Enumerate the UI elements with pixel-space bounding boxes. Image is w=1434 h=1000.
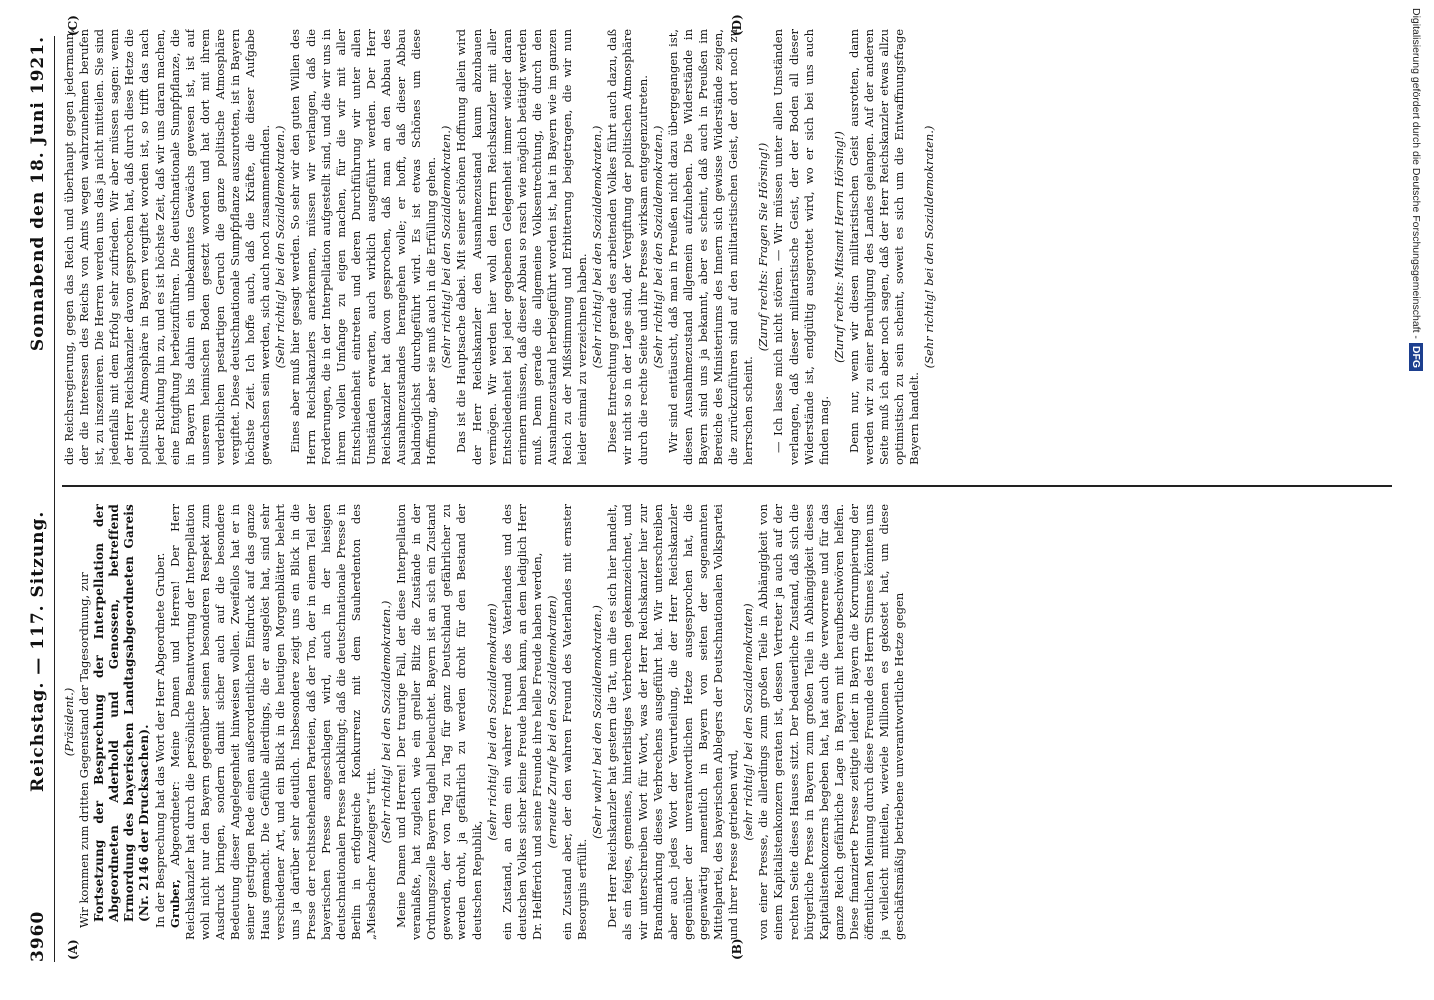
- session-title: Reichstag. — 117. Sitzung.: [28, 510, 48, 792]
- page-header: [28, 36, 55, 962]
- column-divider: [62, 486, 1392, 488]
- text-paragraph: Das ist die Hauptsache dabei. Mit seiner schönen Hoffnung allein wird der Herr Reichskanzler den Ausnahmezustand kaum abzubauen vermögen. Wir werden hier wohl den Herrn Reichskanzler mit aller Entschiedenheit bei jeder gegebenen Gelegenheit immer wieder daran erinnern müssen, daß dieser Abbau so rasch wie möglich betätigt werden muß. Denn gerade die allgemeine Volksentrechtung, die durch den Ausnahmezustand herbeigeführt worden ist, hat in Bayern wie im ganzen Reich zu der Mißstimmung und Erbitterung beigetragen, die wir nun leider einmal zu verzeichnen haben.: [454, 29, 590, 465]
- stage-direction: [439, 29, 454, 465]
- stage-direction: [756, 29, 771, 465]
- dfg-logo: DFG: [1409, 343, 1423, 371]
- margin-marker-a: (A): [66, 939, 80, 960]
- stage-direction-text: (Sehr richtig! bei den Sozialdemokraten.): [590, 125, 605, 369]
- stage-direction-text: (Sehr richtig! bei den Sozialdemokraten.): [439, 125, 454, 369]
- text-paragraph: Meine Damen und Herren! Der traurige Fall, der diese Interpellation veranlaßte, hat zugleich wie ein greller Blitz die Zustände in der Ordnungszelle Bayern taghell beleuchtet. Bayern ist an sich ein Zustand geworden, der von Tag zu Tag für ganz Deutschland gefährlicher zu werden droht, ja gefährlich zu werden droht für den Bestand der deutschen Republik,: [394, 504, 484, 940]
- speech-text: Meine Damen und Herren! Der Herr Reichskanzler hat durch die persönliche Beantwortung der Interpellation wohl nicht nur den Bayern gegenüber seinen besonderen Respekt zum Ausdruck bringen, sondern damit sicher auch auf die besondere Bedeutung dieser Angelegenheit hinweisen wollen. Zweifellos hat er in seiner gestrigen Rede einen außerordentlichen Eindruck auf das ganze Haus gemacht. Die Gefühle allerdings, die er ausgelöst hat, sind sehr verschiedener Art, und ein Blick in die heutigen Morgenblätter belehrt uns ja darüber sehr deutlich. Insbesondere zeigt uns ein Blick in die Presse der rechtsstehenden Parteien, daß der Ton, der in einem Teil der bayerischen Presse angeschlagen wird, auch in der hiesigen deutschnationalen Presse nachklingt; daß die deutschnationale Presse in Berlin in erfolgreiche Konkurrenz mit dem Sauherdenton des „Miesbacher Anzeigers“ tritt.: [167, 504, 378, 940]
- text-paragraph: ein Zustand aber, der den wahren Freund des Vaterlandes mit ernster Besorgnis erfüllt.: [560, 504, 590, 940]
- stage-direction-text: (Sehr wahr! bei den Sozialdemokraten.): [590, 605, 605, 839]
- stage-direction: [273, 29, 288, 465]
- stage-direction: [62, 504, 77, 940]
- stage-direction: [922, 29, 937, 465]
- margin-marker-d: (D): [730, 14, 744, 36]
- text-paragraph: ein Zustand, an dem ein wahrer Freund des Vaterlandes und des deutschen Volkes sicher keine Freude haben kann, an dem lediglich Herr Dr. Helfferich und seine Freunde ihre helle Freude haben werden,: [499, 504, 544, 940]
- digitization-text: Digitalisierung gefördert durch die Deutsche Forschungsgemeinschaft -: [1410, 8, 1422, 339]
- stage-direction: [651, 29, 666, 465]
- stage-direction-text: (Zuruf rechts: Fragen Sie Hörsing!): [756, 142, 771, 352]
- stage-direction-text: (Präsident.): [62, 687, 76, 757]
- stage-direction-text: (erneute Zurufe bei den Sozialdemokraten): [545, 595, 559, 849]
- stage-direction-text: (Sehr richtig! bei den Sozialdemokraten.): [922, 125, 937, 369]
- agenda-item-title: Fortsetzung der Besprechung der Interpellation der Abgeordneten Aderhold und Genossen, betreffend Ermordung des bayerischen Landtagsabgeordneten Gareis (Nr. 2146 der Drucksachen).: [92, 504, 152, 922]
- stage-direction: [590, 29, 605, 465]
- stage-direction-text: (sehr richtig! bei den Sozialdemokraten): [741, 603, 756, 841]
- stage-direction: [832, 29, 847, 465]
- speech-paragraph: [168, 504, 379, 940]
- stage-direction-text: (Sehr richtig! bei den Sozialdemokraten.): [650, 125, 665, 369]
- stage-direction: [379, 504, 394, 940]
- text-paragraph: von einer Presse, die allerdings zum großen Teile in Abhängigkeit von einem Kapitalistenkonzern geraten ist, dessen Vertreter ja auch auf der rechten Seite dieses Hauses sitzt. Der bedauerliche Zustand, daß sich die bürgerliche Presse in Bayern zum großen Teile in Abhängigkeit dieses Kapitalistenkonzerns begeben hat, hat auch die verworrene und für das ganze Reich gefährliche Lage in Bayern mit heraufbeschwören helfen. Diese finanzierte Presse zeitigte leider in Bayern die Korrumpierung der öffentlichen Meinung durch diese Freunde des Herrn Stinnes könnten uns ja vielleicht mitteilen, wieviele Millionen es gekostet hat, um diese geschäftsmäßig betriebene unverantwortliche Hetze gegen: [756, 504, 907, 940]
- text-paragraph: — Ich lasse mich nicht stören. — Wir müssen unter allen Umständen verlangen, daß dieser militaristische Geist, der der Boden all dieser Widerstände ist, endgültig ausgerottet wird, wo er sich bei uns auch finden mag.: [771, 29, 831, 465]
- stage-direction-text: (Zuruf rechts: Mitsamt Herrn Hörsing!): [831, 131, 846, 363]
- speaker-name: Gruber,: [167, 879, 182, 928]
- stage-direction-text: (Sehr richtig! bei den Sozialdemokraten.): [273, 125, 288, 369]
- stage-direction: [485, 504, 500, 940]
- right-column: [62, 29, 1422, 465]
- text-paragraph: Denn nur, wenn wir diesen militaristischen Geist ausrotten, dann werden wir zu einer Beruhigung des Landes gelangen. Auf der anderen Seite muß ich aber noch sagen, daß der Herr Reichskanzler etwas allzu optimistisch zu sein scheint, soweit es sich um die Entwaffnungsfrage Bayern handelt.: [846, 29, 922, 465]
- text-paragraph: die Reichsregierung, gegen das Reich und überhaupt gegen jedermann, der die Interessen des Reichs von Amts wegen wahrzunehmen berufen ist, zu inszenieren. Die Herren werden uns das ja nicht mitteilen. Sie sind jedenfalls mit dem Erfolg sehr zufrieden. Wir aber müssen sagen: wenn der Herr Reichskanzler davon gesprochen hat, daß durch diese Hetze die politische Atmosphäre in Bayern vergiftet worden ist, so trifft das nach jeder Richtung hin zu, und es ist höchste Zeit, daß wir uns daran machen, eine Entgiftung herbeizuführen. Die deutschnationale Sumpfpflanze, die in Bayern bis dahin ein unbekanntes Gewächs gewesen ist, ist auf unserem heimischen Boden gesetzt worden und hat dort mit ihrem verderblichen pestartigen Geruch die ganze politische Atmosphäre vergiftet. Diese deutschnationale Sumpfpflanze auszurotten, ist in Bayern höchste Zeit. Ich hoffe auch, daß die Kräfte, die dieser Aufgabe gewachsen sein werden, sich auch noch zusammenfinden.: [62, 29, 273, 465]
- session-date: Sonnabend den 18. Juni 1921.: [28, 36, 48, 352]
- text-paragraph: Eines aber muß hier gesagt werden. So sehr wir den guten Willen des Herrn Reichskanzlers anerkennen, müssen wir verlangen, daß die Forderungen, die in der Interpellation aufgestellt sind, und die wir uns in ihrem vollen Umfange zu eigen machen, für die wir mit aller Entschiedenheit eintreten und deren Durchführung wir unter allen Umständen erwarten, auch wirklich ausgeführt werden. Der Herr Reichskanzler hat davon gesprochen, daß man an den Abbau des Ausnahmezustandes herangehen wolle; er hofft, daß dieser Abbau baldmöglichst durchgeführt wird. Es ist etwas Schönes um diese Hoffnung, aber sie muß auch in die Erfüllung gehen.: [288, 29, 439, 465]
- text-paragraph: Wir kommen zum dritten Gegenstand der Tagesordnung, zur: [77, 572, 92, 928]
- left-column: [62, 504, 1422, 940]
- text-paragraph: In der Besprechung hat das Wort der Herr Abgeordnete Gruber.: [152, 552, 167, 928]
- stage-direction-text: (sehr richtig! bei den Sozialdemokraten): [484, 603, 499, 841]
- text-paragraph: Der Herr Reichskanzler hat gestern die Tat, um die es sich hier handelt, als ein feiges, gemeines, hinterlistiges Verbrechen gekennzeichnet, und wir unterschreiben Wort für Wort, was der Herr Reichskanzler hier zur Brandmarkung dieses Verbrechens ausgeführt hat. Wir unterschreiben aber auch jedes Wort der Verurteilung, die der Herr Reichskanzler gegenüber der unverantwortlichen Hetze ausgesprochen hat, die gegenwärtig namentlich in Bayern von seiten der sogenannten Mittelpartei, des bayerischen Ablegers der Deutschnationalen Volkspartei und ihrer Presse getrieben wird,: [605, 504, 741, 940]
- text-paragraph: Diese Entrechtung gerade des arbeitenden Volkes führt auch dazu, daß wir nicht so in der Lage sind, der Vergiftung der politischen Atmosphäre durch die rechte Seite und ihre Presse wirksam entgegenzutreten.: [605, 29, 650, 465]
- digitization-note: [1404, 8, 1428, 992]
- margin-marker-b: (B): [730, 938, 744, 960]
- stage-direction: [590, 504, 605, 940]
- margin-marker-c: (C): [66, 15, 80, 36]
- speaker-role: Abgeordneter:: [167, 781, 182, 866]
- stage-direction: [741, 504, 756, 940]
- stage-direction: [545, 504, 560, 940]
- stage-direction-text: (Sehr richtig! bei den Sozialdemokraten.): [378, 600, 393, 844]
- page-number: 3960: [28, 910, 48, 962]
- text-paragraph: Wir sind enttäuscht, daß man in Preußen nicht dazu übergegangen ist, diesen Ausnahmezustand allgemein aufzuheben. Die Widerstände in Bayern sind uns ja bekannt, aber es scheint, daß auch in Preußen im Bereiche des Ministeriums des Innern sich gewisse Widerstände zeigen, die zurückzuführen sind auf den militaristischen Geist, der dort noch zu herrschen scheint.: [665, 29, 756, 465]
